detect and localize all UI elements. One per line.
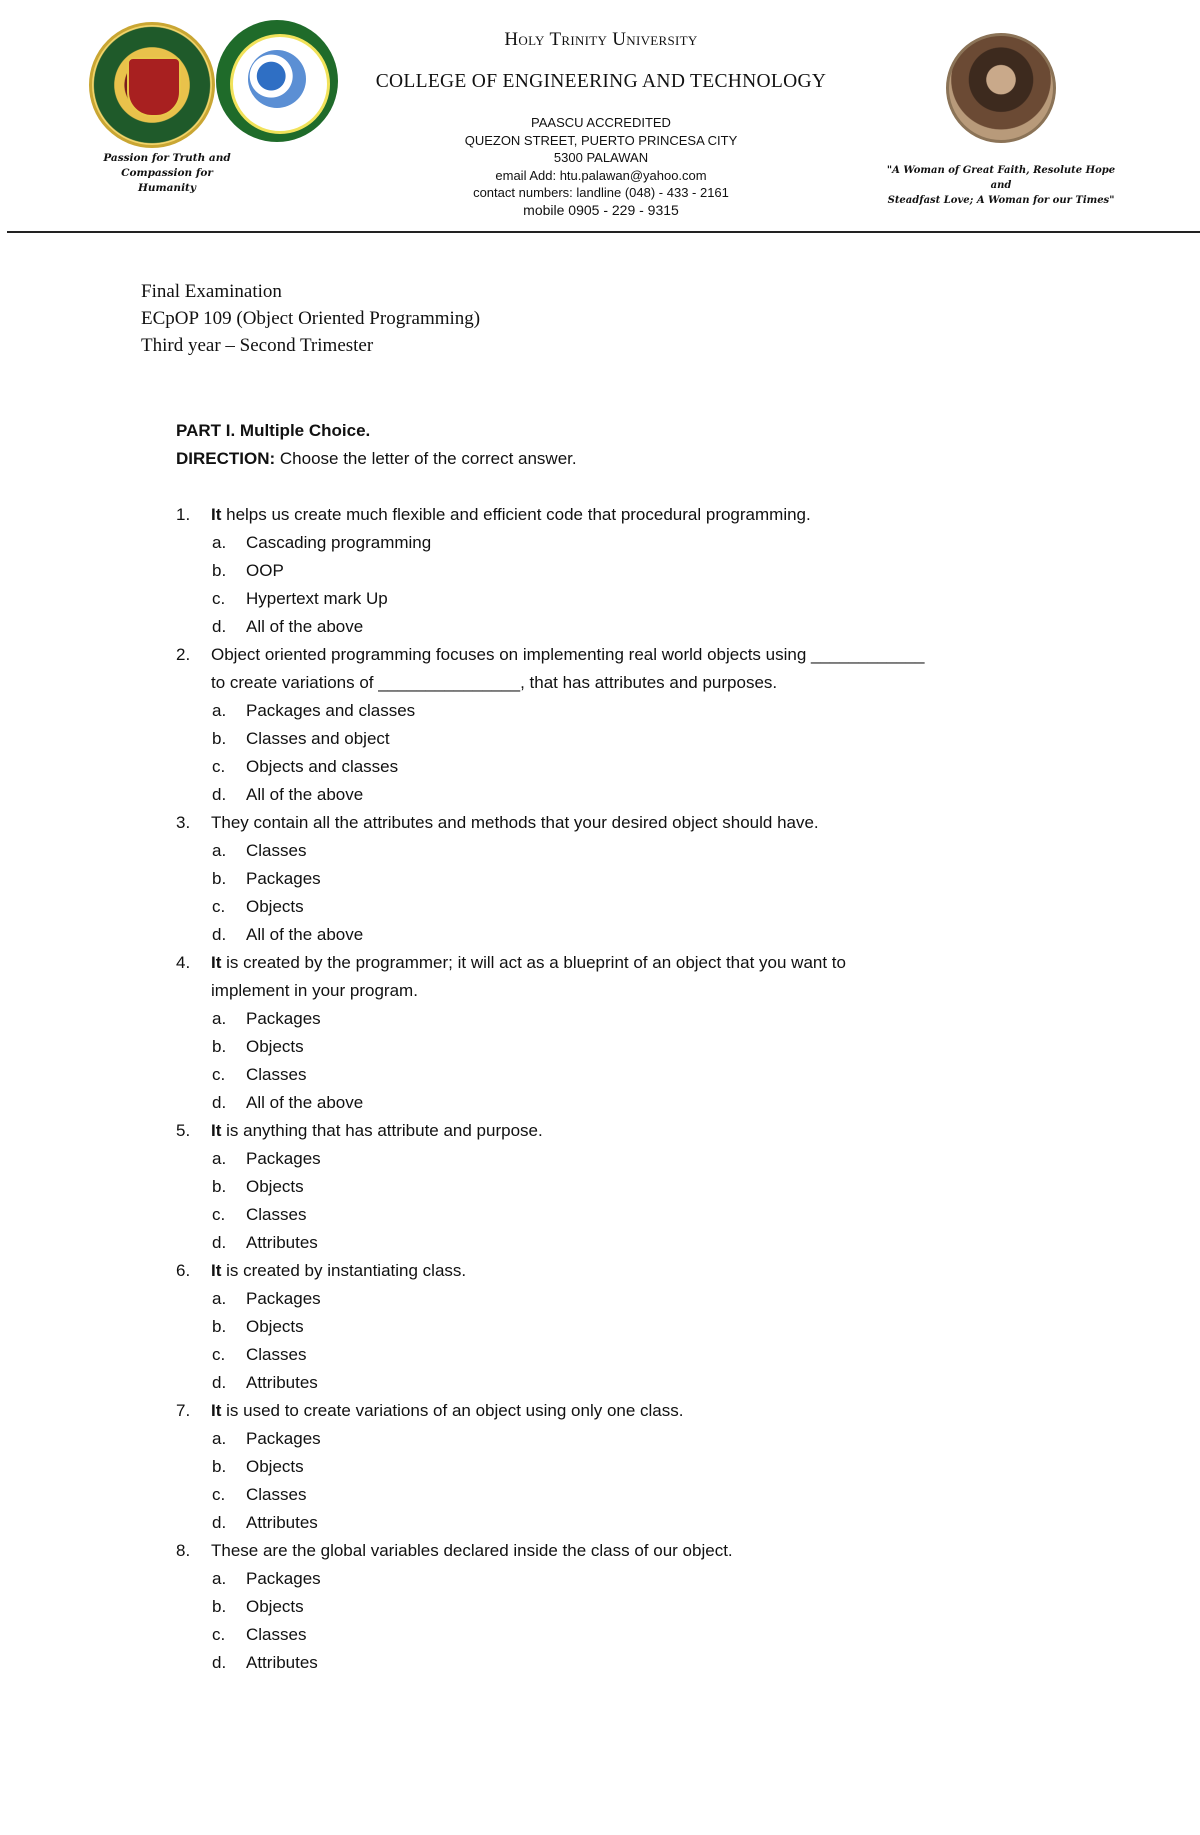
choice-letter: a. — [212, 841, 227, 860]
choice-text: Packages — [246, 1569, 321, 1588]
choice-letter: c. — [212, 1205, 226, 1224]
question-text-continued: implement in your program. — [211, 981, 418, 1000]
choice-item — [176, 557, 1076, 585]
question-item — [176, 1117, 1076, 1257]
choice-item — [176, 1285, 1076, 1313]
question-number: 5. — [176, 1121, 191, 1140]
choice-letter: b. — [212, 1037, 227, 1056]
choice-item — [176, 1313, 1076, 1341]
choice-item — [176, 1425, 1076, 1453]
question-number: 4. — [176, 953, 191, 972]
choice-letter: c. — [212, 1345, 226, 1364]
question-item — [176, 641, 1076, 809]
college-logo-icon — [216, 20, 338, 142]
choice-text: Attributes — [246, 1653, 318, 1672]
motto-line: Compassion for Humanity — [121, 167, 213, 194]
question-number: 6. — [176, 1261, 191, 1280]
question-number: 8. — [176, 1541, 191, 1560]
university-name: Holy Trinity University — [504, 29, 698, 50]
choice-item — [176, 585, 1076, 613]
choice-letter: b. — [212, 1457, 227, 1476]
choice-item — [176, 1621, 1076, 1649]
choice-item — [176, 1509, 1076, 1537]
choice-text: Classes — [246, 1345, 307, 1364]
question-lead: It — [211, 953, 222, 972]
shield-icon — [127, 57, 181, 117]
choice-text: Cascading programming — [246, 533, 432, 552]
choice-text: Attributes — [246, 1233, 318, 1252]
question-list — [176, 501, 1076, 1677]
choice-letter: d. — [212, 1373, 227, 1392]
choice-letter: d. — [212, 1653, 227, 1672]
choice-list — [176, 1005, 1076, 1117]
direction-label: DIRECTION: — [176, 449, 276, 468]
question-body: is anything that has attribute and purpose. — [221, 1121, 543, 1140]
course-title: ECpOP 109 (Object Oriented Programming) — [141, 308, 481, 329]
choice-item — [176, 1649, 1076, 1677]
motto-line: "A Woman of Great Faith, Resolute Hope and — [886, 165, 1116, 191]
choice-text: OOP — [246, 561, 284, 580]
choice-letter: d. — [212, 1513, 227, 1532]
choice-letter: d. — [212, 785, 227, 804]
choice-text: Classes — [246, 1065, 307, 1084]
choice-item — [176, 921, 1076, 949]
accreditation: PAASCU ACCREDITED — [531, 115, 671, 130]
choice-letter: c. — [212, 589, 226, 608]
motto-line: Steadfast Love; A Woman for our Times" — [887, 195, 1115, 206]
seal-motto — [876, 163, 1126, 208]
header-divider — [7, 231, 1200, 233]
question-number: 2. — [176, 645, 191, 664]
direction-text: Choose the letter of the correct answer. — [275, 449, 577, 468]
choice-letter: d. — [212, 617, 227, 636]
choice-item — [176, 697, 1076, 725]
part-heading: PART I. Multiple Choice. — [176, 421, 371, 440]
question-text — [176, 1397, 1076, 1425]
choice-letter: d. — [212, 1093, 227, 1112]
choice-item — [176, 1089, 1076, 1117]
choice-letter: b. — [212, 729, 227, 748]
choice-text: Objects — [246, 1177, 304, 1196]
choice-text: Objects — [246, 1317, 304, 1336]
choice-letter: a. — [212, 1289, 227, 1308]
choice-list — [176, 1285, 1076, 1397]
choice-text: Classes and object — [246, 729, 390, 748]
choice-text: Classes — [246, 841, 307, 860]
choice-list — [176, 697, 1076, 809]
choice-text: All of the above — [246, 617, 364, 636]
choice-list — [176, 1565, 1076, 1677]
choice-item — [176, 893, 1076, 921]
choice-item — [176, 1061, 1076, 1089]
choice-text: Attributes — [246, 1513, 318, 1532]
choice-letter: b. — [212, 561, 227, 580]
question-text — [176, 949, 1076, 977]
choice-letter: a. — [212, 701, 227, 720]
choice-item — [176, 1033, 1076, 1061]
question-item — [176, 1257, 1076, 1397]
email-address: email Add: htu.palawan@yahoo.com — [495, 167, 707, 183]
exam-title: Final Examination — [141, 281, 282, 302]
question-body: is created by the programmer; it will act as a blueprint of an object that you want to — [221, 953, 846, 972]
exam-info — [141, 278, 480, 359]
choice-letter: b. — [212, 1177, 227, 1196]
choice-item — [176, 837, 1076, 865]
choice-text: All of the above — [246, 925, 364, 944]
choice-item — [176, 865, 1076, 893]
choice-item — [176, 1173, 1076, 1201]
choice-letter: c. — [212, 1485, 226, 1504]
university-motto — [92, 151, 242, 196]
contact-block — [341, 114, 861, 219]
choice-letter: d. — [212, 925, 227, 944]
choice-item — [176, 1369, 1076, 1397]
choice-text: Packages — [246, 1149, 321, 1168]
choice-letter: c. — [212, 757, 226, 776]
choice-item — [176, 1229, 1076, 1257]
choice-item — [176, 781, 1076, 809]
question-body: is used to create variations of an object using only one class. — [221, 1401, 684, 1420]
choice-text: Packages — [246, 869, 321, 888]
choice-item — [176, 1481, 1076, 1509]
college-name: COLLEGE OF ENGINEERING AND TECHNOLOGY — [375, 71, 827, 92]
question-body: Object oriented programming focuses on implementing real world objects using ____________ — [211, 645, 925, 664]
portrait-seal-icon — [946, 33, 1056, 143]
question-text — [176, 1257, 1076, 1285]
question-text — [176, 1117, 1076, 1145]
choice-letter: a. — [212, 1429, 227, 1448]
university-logo-icon — [89, 22, 215, 148]
question-item — [176, 949, 1076, 1117]
question-body: They contain all the attributes and methods that your desired object should have. — [211, 813, 819, 832]
choice-text: Objects and classes — [246, 757, 399, 776]
question-number: 7. — [176, 1401, 191, 1420]
choice-item — [176, 1201, 1076, 1229]
question-number: 1. — [176, 505, 191, 524]
choice-letter: c. — [212, 897, 226, 916]
choice-letter: b. — [212, 1317, 227, 1336]
choice-text: Packages — [246, 1289, 321, 1308]
question-lead: It — [211, 1261, 222, 1280]
choice-item — [176, 753, 1076, 781]
choice-letter: c. — [212, 1065, 226, 1084]
choice-item — [176, 529, 1076, 557]
choice-letter: b. — [212, 869, 227, 888]
choice-letter: a. — [212, 1149, 227, 1168]
question-text — [176, 809, 1076, 837]
choice-text: All of the above — [246, 1093, 364, 1112]
choice-list — [176, 1145, 1076, 1257]
question-lead: It — [211, 1401, 222, 1420]
choice-list — [176, 529, 1076, 641]
choice-item — [176, 1453, 1076, 1481]
question-lead: It — [211, 505, 222, 524]
question-item — [176, 1397, 1076, 1537]
choice-item — [176, 1145, 1076, 1173]
choice-text: Objects — [246, 897, 304, 916]
question-text-continued: to create variations of _______________, that has attributes and purposes. — [211, 673, 778, 692]
choice-text: Objects — [246, 1037, 304, 1056]
choice-text: Objects — [246, 1457, 304, 1476]
landline-number: contact numbers: landline (048) - 433 - 2161 — [473, 185, 729, 200]
choice-text: Packages — [246, 1429, 321, 1448]
choice-text: Classes — [246, 1485, 307, 1504]
choice-list — [176, 837, 1076, 949]
choice-item — [176, 1565, 1076, 1593]
motto-line: Passion for Truth and — [103, 152, 231, 164]
street-address: QUEZON STREET, PUERTO PRINCESA CITY — [464, 132, 738, 148]
choice-text: Hypertext mark Up — [246, 589, 388, 608]
choice-text: Packages — [246, 1009, 321, 1028]
choice-item — [176, 1005, 1076, 1033]
choice-item — [176, 725, 1076, 753]
choice-letter: d. — [212, 1233, 227, 1252]
exam-term: Third year – Second Trimester — [141, 335, 374, 356]
question-lead: It — [211, 1121, 222, 1140]
question-body: is created by instantiating class. — [221, 1261, 467, 1280]
choice-text: Attributes — [246, 1373, 318, 1392]
choice-item — [176, 613, 1076, 641]
question-item — [176, 809, 1076, 949]
choice-letter: a. — [212, 1569, 227, 1588]
choice-letter: a. — [212, 1009, 227, 1028]
choice-item — [176, 1341, 1076, 1369]
question-text — [176, 1537, 1076, 1565]
question-body: These are the global variables declared inside the class of our object. — [211, 1541, 733, 1560]
choice-letter: c. — [212, 1625, 226, 1644]
choice-text: Classes — [246, 1205, 307, 1224]
choice-list — [176, 1425, 1076, 1537]
mobile-number: mobile 0905 - 229 - 9315 — [523, 201, 679, 218]
question-item — [176, 1537, 1076, 1677]
question-number: 3. — [176, 813, 191, 832]
question-text — [176, 641, 1076, 669]
choice-text: Objects — [246, 1597, 304, 1616]
choice-letter: b. — [212, 1597, 227, 1616]
choice-text: Classes — [246, 1625, 307, 1644]
choice-text: Packages and classes — [246, 701, 416, 720]
direction — [176, 445, 577, 473]
choice-letter: a. — [212, 533, 227, 552]
choice-item — [176, 1593, 1076, 1621]
question-body: helps us create much flexible and efficient code that procedural programming. — [221, 505, 811, 524]
question-text — [176, 501, 1076, 529]
question-item — [176, 501, 1076, 641]
zip-address: 5300 PALAWAN — [553, 150, 649, 165]
choice-text: All of the above — [246, 785, 364, 804]
globe-icon — [248, 50, 306, 108]
